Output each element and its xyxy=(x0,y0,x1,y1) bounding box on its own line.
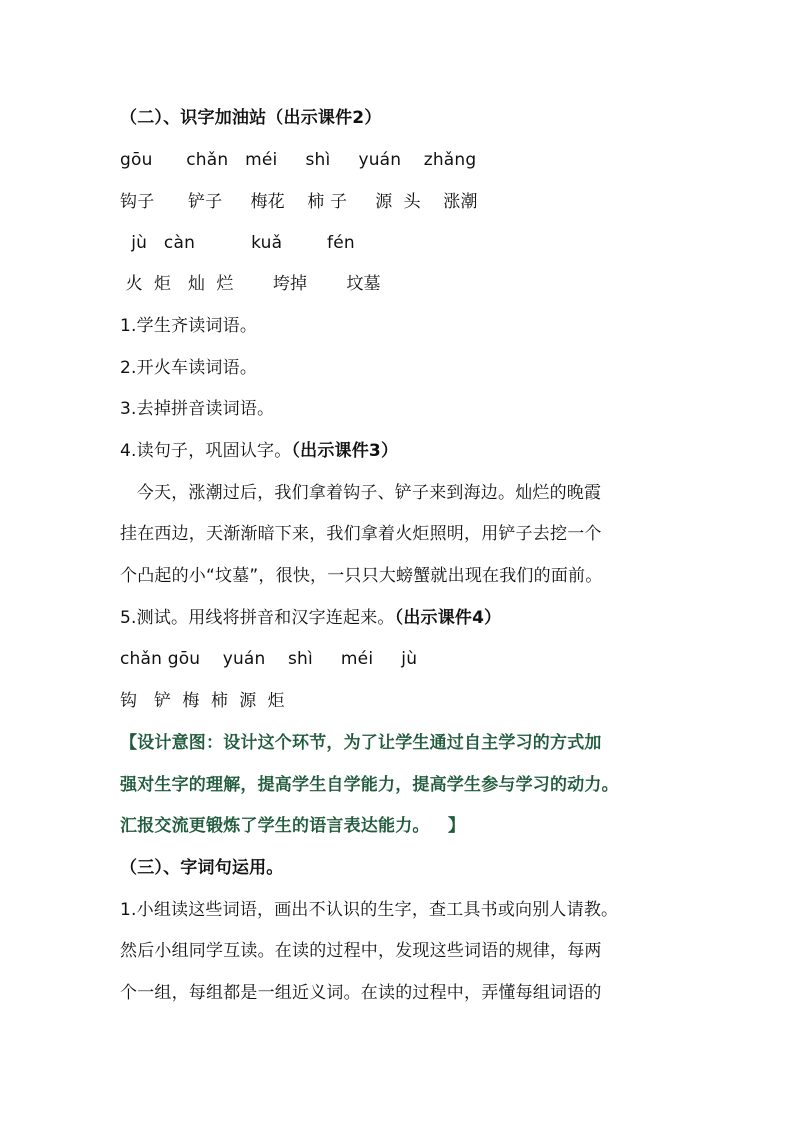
word-row-1: 钩子 铲子 梅花 柿 子 源 头 涨潮 xyxy=(120,192,478,212)
step-1: 1.学生齐读词语。 xyxy=(120,316,258,336)
step-5 xyxy=(120,606,501,630)
test-char-row: 钩 铲 梅 柿 源 炬 xyxy=(120,691,285,711)
step-4 xyxy=(120,439,398,463)
step-3: 3.去掉拼音读词语。 xyxy=(120,399,275,419)
design-intent-line-2: 强对生字的理解，提高学生自学能力，提高学生参与学习的动力。 xyxy=(120,775,619,795)
section-heading-3: （三）、字词句运用。 xyxy=(120,858,284,878)
step-4-text: 4.读句子，巩固认字。 xyxy=(120,441,292,461)
step-5-text: 5.测试。用线将拼音和汉字连起来。 xyxy=(120,608,395,628)
pinyin-row-2: jù càn kuǎ fén xyxy=(120,233,355,253)
step-5-courseware: （出示课件4） xyxy=(394,608,502,628)
step-2: 2.开火车读词语。 xyxy=(120,358,258,378)
paragraph-line-3: 个一组，每组都是一组近义词。在读的过程中，弄懂每组词语的 xyxy=(120,983,602,1003)
design-intent-line-1: 【设计意图：设计这个环节，为了让学生通过自主学习的方式加 xyxy=(120,733,602,753)
paragraph-line-1: 1.小组读这些词语，画出不认识的生字，查工具书或向别人请教。 xyxy=(120,900,619,920)
paragraph-line-2: 然后小组同学互读。在读的过程中，发现这些词语的规律，每两 xyxy=(120,941,602,961)
test-pinyin-row: chǎn gōu yuán shì méi jù xyxy=(120,649,418,669)
passage-line-2: 挂在西边，天渐渐暗下来，我们拿着火炬照明，用铲子去挖一个 xyxy=(120,524,602,544)
design-intent-line-3: 汇报交流更锻炼了学生的语言表达能力。 】 xyxy=(120,816,466,836)
passage-line-3: 个凸起的小“坟墓”，很快，一只只大螃蟹就出现在我们的面前。 xyxy=(120,566,603,586)
passage-line-1: 今天，涨潮过后，我们拿着钩子、铲子来到海边。灿烂的晚霞 xyxy=(120,483,602,503)
pinyin-row-1: gōu chǎn méi shì yuán zhǎng xyxy=(120,150,477,170)
word-row-2: 火 炬 灿 烂 垮掉 坟墓 xyxy=(120,274,381,294)
section-heading-2: （二）、识字加油站（出示课件2） xyxy=(120,108,382,128)
step-4-courseware: （出示课件3） xyxy=(291,441,399,461)
